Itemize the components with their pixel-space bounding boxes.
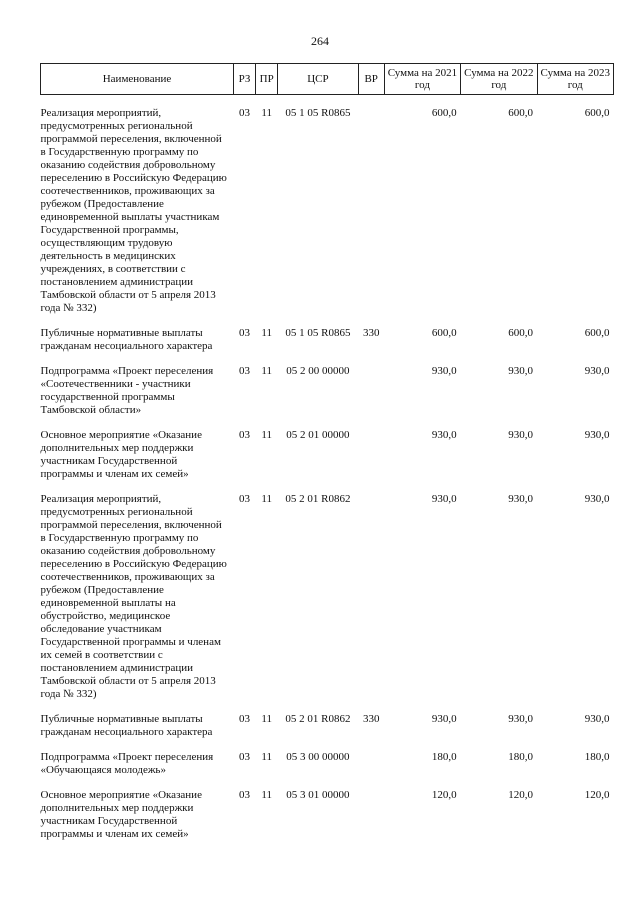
row-csr: 05 1 05 R0865 bbox=[285, 327, 351, 339]
row-csr: 05 2 01 00000 bbox=[286, 429, 350, 441]
row-sum-2022: 180,0 bbox=[508, 751, 534, 763]
table-row bbox=[41, 789, 614, 841]
row-sum-2023: 930,0 bbox=[584, 429, 610, 441]
row-sum-2021: 120,0 bbox=[431, 789, 457, 801]
header-name: Наименование bbox=[41, 64, 234, 95]
row-csr: 05 3 01 00000 bbox=[286, 789, 350, 801]
row-sum-2022: 600,0 bbox=[508, 107, 534, 119]
row-rz: 03 bbox=[239, 713, 251, 725]
row-rz: 03 bbox=[239, 429, 251, 441]
row-csr: 05 1 05 R0865 bbox=[285, 107, 351, 119]
row-name: Реализация мероприятий, предусмотренных региональной программой переселения, включенной в Государственную программу по оказанию содействия добровольному переселению в Российскую Федерацию соотечественников, проживающих за рубежом (Предоставление единовременной выплаты участникам Государственной программы, осуществляющим трудовую деятельность в медицинских учреждениях, в соответствии с постановлением администрации Тамбовской области от 5 апреля 2013 года № 332) bbox=[40, 107, 227, 314]
row-sum-2021: 930,0 bbox=[431, 429, 457, 441]
row-sum-2023: 930,0 bbox=[584, 365, 610, 377]
row-pr: 11 bbox=[261, 365, 272, 377]
row-name: Публичные нормативные выплаты гражданам несоциального характера bbox=[40, 327, 213, 352]
row-name: Подпрограмма «Проект переселения «Обучающаяся молодежь» bbox=[40, 751, 214, 776]
table-row bbox=[41, 107, 614, 315]
row-vr bbox=[358, 429, 384, 481]
row-pr: 11 bbox=[261, 327, 272, 339]
row-csr: 05 3 00 00000 bbox=[286, 751, 350, 763]
row-vr: 330 bbox=[362, 713, 380, 725]
table-row bbox=[41, 429, 614, 481]
row-sum-2023: 120,0 bbox=[584, 789, 610, 801]
table-row bbox=[41, 751, 614, 777]
row-sum-2022: 930,0 bbox=[508, 493, 534, 505]
row-rz: 03 bbox=[239, 789, 251, 801]
row-name: Основное мероприятие «Оказание дополнительных мер поддержки участникам Государственной программы и членам их семей» bbox=[40, 429, 202, 480]
budget-table bbox=[40, 63, 614, 841]
row-sum-2022: 120,0 bbox=[508, 789, 534, 801]
row-vr bbox=[358, 493, 384, 701]
row-sum-2022: 930,0 bbox=[508, 365, 534, 377]
header-rz: РЗ bbox=[234, 64, 256, 95]
row-vr bbox=[358, 365, 384, 417]
row-pr: 11 bbox=[261, 493, 272, 505]
header-csr: ЦСР bbox=[278, 64, 358, 95]
header-pr: ПР bbox=[256, 64, 278, 95]
row-vr bbox=[358, 107, 384, 315]
row-pr: 11 bbox=[261, 713, 272, 725]
header-sum-2021: Сумма на 2021 год bbox=[384, 64, 460, 95]
row-rz: 03 bbox=[239, 493, 251, 505]
row-name: Реализация мероприятий, предусмотренных региональной программой переселения, включенной в Государственную программу по оказанию содействия добровольному переселению в Российскую Федерацию соотечественников, проживающих за рубежом (Предоставление единовременной выплаты на обустройство, медицинское обследование участникам Государственной программы и членам их семей в соответствии с постановлением администрации Тамбовской области от 5 апреля 2013 года № 332) bbox=[40, 493, 227, 700]
row-rz: 03 bbox=[239, 107, 251, 119]
row-pr: 11 bbox=[261, 429, 272, 441]
row-vr bbox=[358, 751, 384, 777]
row-vr bbox=[358, 789, 384, 841]
row-sum-2022: 930,0 bbox=[508, 429, 534, 441]
row-name: Основное мероприятие «Оказание дополнительных мер поддержки участникам Государственной программы и членам их семей» bbox=[40, 789, 202, 840]
row-rz: 03 bbox=[239, 327, 251, 339]
row-pr: 11 bbox=[261, 751, 272, 763]
row-pr: 11 bbox=[261, 789, 272, 801]
row-csr: 05 2 00 00000 bbox=[286, 365, 350, 377]
row-sum-2021: 180,0 bbox=[431, 751, 457, 763]
row-rz: 03 bbox=[239, 751, 251, 763]
row-sum-2022: 930,0 bbox=[508, 713, 534, 725]
row-csr: 05 2 01 R0862 bbox=[285, 713, 351, 725]
table-row bbox=[41, 713, 614, 739]
header-sum-2022: Сумма на 2022 год bbox=[461, 64, 537, 95]
row-rz: 03 bbox=[239, 365, 251, 377]
page-number: 264 bbox=[311, 34, 329, 48]
row-sum-2021: 930,0 bbox=[431, 713, 457, 725]
table-row bbox=[41, 365, 614, 417]
header-vr: ВР bbox=[358, 64, 384, 95]
row-sum-2023: 930,0 bbox=[584, 493, 610, 505]
table-row bbox=[41, 327, 614, 353]
row-vr: 330 bbox=[362, 327, 380, 339]
row-sum-2022: 600,0 bbox=[508, 327, 534, 339]
row-pr: 11 bbox=[261, 107, 272, 119]
row-sum-2023: 600,0 bbox=[584, 327, 610, 339]
row-sum-2023: 180,0 bbox=[584, 751, 610, 763]
row-sum-2021: 600,0 bbox=[431, 327, 457, 339]
row-sum-2023: 600,0 bbox=[584, 107, 610, 119]
row-csr: 05 2 01 R0862 bbox=[285, 493, 351, 505]
row-sum-2021: 930,0 bbox=[431, 365, 457, 377]
row-name: Публичные нормативные выплаты гражданам несоциального характера bbox=[40, 713, 213, 738]
table-header-row bbox=[41, 64, 614, 95]
row-name: Подпрограмма «Проект переселения «Соотечественники - участники государственной программы Тамбовской области» bbox=[40, 365, 214, 416]
header-sum-2023: Сумма на 2023 год bbox=[537, 64, 613, 95]
row-sum-2023: 930,0 bbox=[584, 713, 610, 725]
row-sum-2021: 930,0 bbox=[431, 493, 457, 505]
table-row bbox=[41, 493, 614, 701]
row-sum-2021: 600,0 bbox=[431, 107, 457, 119]
